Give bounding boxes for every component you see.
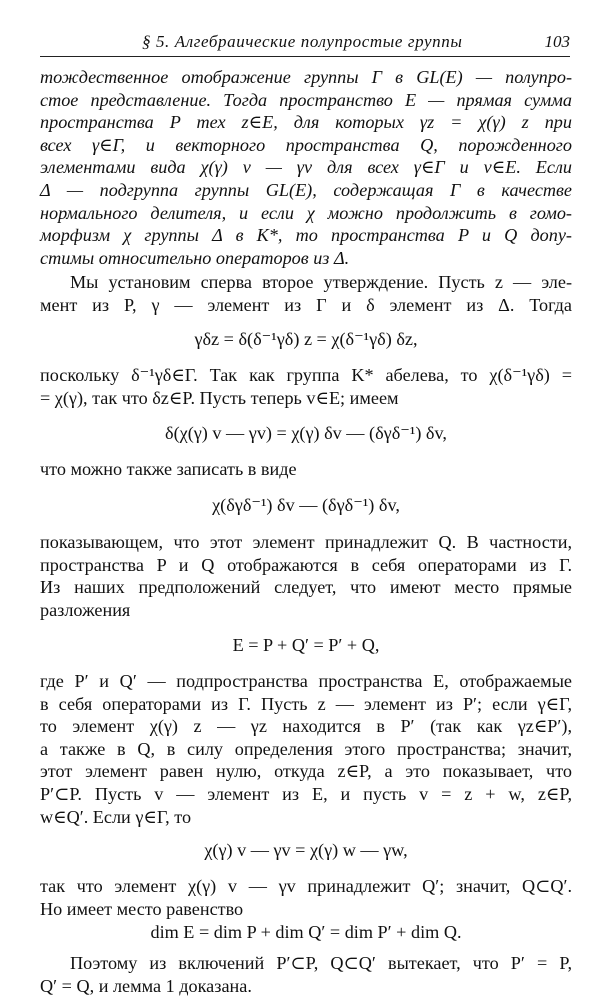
text-line: этот элемент равен нулю, откуда z∈P, а это показывает, что [40, 761, 572, 782]
text-line: Поэтому из включений P′⊂P, Q⊂Q′ вытекает, что P′ = P, [70, 953, 572, 973]
text-line: в себя операторами из Γ. Пусть z — элемент из P′; если γ∈Γ, [40, 693, 572, 714]
text-line: = χ(γ), так что δz∈P. Пусть теперь v∈E; имеем [40, 387, 399, 408]
proof-paragraph [40, 364, 572, 409]
proof-paragraph [40, 271, 572, 316]
proof-paragraph [40, 458, 572, 481]
display-formula: χ(δγδ⁻¹) δv — (δγδ⁻¹) δv, [212, 495, 400, 515]
display-formula: χ(γ) v — γv = χ(γ) w — γw, [204, 840, 408, 860]
text-line: а также в Q, в силу определения этого пространства; значит, [40, 738, 572, 759]
text-line: Q′ = Q, и лемма 1 доказана. [40, 975, 252, 996]
proof-paragraph [40, 952, 572, 997]
display-formula: δ(χ(γ) v — γv) = χ(γ) δv — (δγδ⁻¹) δv, [165, 423, 447, 443]
text-line: морфизм χ группы Δ в K*, то пространства P и Q допу- [40, 225, 572, 246]
text-line: разложения [40, 599, 131, 620]
text-line: пространства P тех z∈E, для которых γz = χ(γ) z при [40, 112, 572, 133]
display-formula: dim E = dim P + dim Q′ = dim P′ + dim Q. [150, 922, 462, 942]
text-line: Из наших предположений следует, что имеют место прямые [40, 577, 572, 598]
text-line: Мы установим сперва второе утверждение. Пусть z — эле- [70, 272, 572, 292]
text-line: Δ — подгруппа группы GL(E), содержащая Γ в качестве [40, 179, 572, 200]
display-formula: γδz = δ(δ⁻¹γδ) z = χ(δ⁻¹γδ) δz, [194, 329, 418, 349]
text-line: показывающем, что этот элемент принадлежит Q. В частности, [40, 532, 572, 552]
proof-paragraph [40, 875, 572, 920]
text-line: что можно также записать в виде [40, 459, 297, 479]
text-line: элементами вида χ(γ) v — γv для всех γ∈Γ и v∈E. Если [40, 157, 572, 178]
text-line: P′⊂P. Пусть v — элемент из E, и пусть v = z + w, z∈P, [40, 783, 572, 804]
text-line: так что элемент χ(γ) v — γv принадлежит Q′; значит, Q⊂Q′. [40, 876, 572, 896]
running-header [40, 30, 570, 57]
text-line: Но имеет место равенство [40, 898, 244, 919]
section-title: § 5. Алгебраические полупростые группы [142, 32, 463, 51]
text-line: w∈Q′. Если γ∈Γ, то [40, 806, 192, 827]
lemma-statement [40, 66, 572, 269]
text-line: мент из P, γ — элемент из Γ и δ элемент из Δ. Тогда [40, 294, 572, 315]
page-number: 103 [544, 32, 570, 51]
text-line: то элемент χ(γ) z — γz находится в P′ (так как γz∈P′), [40, 716, 572, 737]
text-line: нормального делителя, и если χ можно продолжить в гомо- [40, 202, 572, 223]
text-line: стое представление. Тогда пространство E — прямая сумма [40, 89, 572, 110]
text-line: поскольку δ⁻¹γδ∈Γ. Так как группа K* абелева, то χ(δ⁻¹γδ) = [40, 365, 572, 385]
text-line: тождественное отображение группы Γ в GL(E) — полупро- [40, 67, 572, 87]
text-line: всех γ∈Γ, и векторного пространства Q, порожденного [40, 134, 572, 155]
display-formula: E = P + Q′ = P′ + Q, [232, 635, 380, 655]
proof-paragraph [40, 670, 572, 828]
proof-paragraph [40, 531, 572, 621]
text-line: стимы относительно операторов из Δ. [40, 247, 350, 268]
text-line: где P′ и Q′ — подпространства пространства E, отображаемые [40, 671, 572, 691]
text-line: пространства P и Q отображаются в себя операторами из Γ. [40, 554, 572, 575]
